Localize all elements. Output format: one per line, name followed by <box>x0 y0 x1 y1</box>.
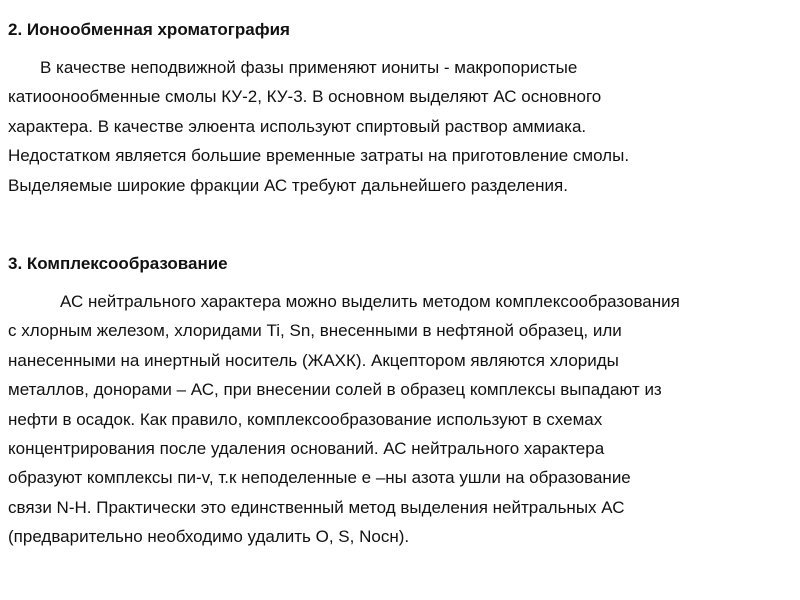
paragraph-line: Недостатком является большие временные затраты на приготовление смолы. <box>8 146 630 166</box>
paragraph-line: связи N-H. Практически это единственный метод выделения нейтральных АС <box>8 497 625 517</box>
paragraph-line: нанесенными на инертный носитель (ЖАХК). Акцептором являются хлориды <box>8 350 619 370</box>
paragraph-line: катиоонообменные смолы КУ-2, КУ-3. В основном выделяют АС основного <box>8 87 602 107</box>
paragraph-line: (предварительно необходимо удалить O, S, Nocн). <box>8 527 410 547</box>
section-ion-exchange <box>8 20 792 200</box>
section-body <box>8 53 792 200</box>
section-body <box>8 287 792 552</box>
paragraph-line: образуют комплексы пи-v, т.к неподеленные е –ны азота ушли на образование <box>8 468 631 488</box>
paragraph-line: характера. В качестве элюента используют спиртовый раствор аммиака. <box>8 116 587 136</box>
paragraph-line: Выделяемые широкие фракции АС требуют дальнейшего разделения. <box>8 175 568 195</box>
paragraph-line: с хлорным железом, хлоридами Ti, Sn, внесенными в нефтяной образец, или <box>8 321 622 341</box>
section-heading: 2. Ионообменная хроматография <box>8 20 290 39</box>
paragraph-line: металлов, донорами – АС, при внесении солей в образец комплексы выпадают из <box>8 380 662 400</box>
paragraph-line: АС нейтрального характера можно выделить методом комплексообразования <box>60 292 680 311</box>
paragraph-line: В качестве неподвижной фазы применяют иониты - макропористые <box>40 58 578 77</box>
section-complexation <box>8 254 792 552</box>
paragraph-line: нефти в осадок. Как правило, комплексообразование используют в схемах <box>8 409 603 429</box>
paragraph-line: концентрирования после удаления оснований. АС нейтрального характера <box>8 438 605 458</box>
section-heading: 3. Комплексообразование <box>8 254 228 273</box>
